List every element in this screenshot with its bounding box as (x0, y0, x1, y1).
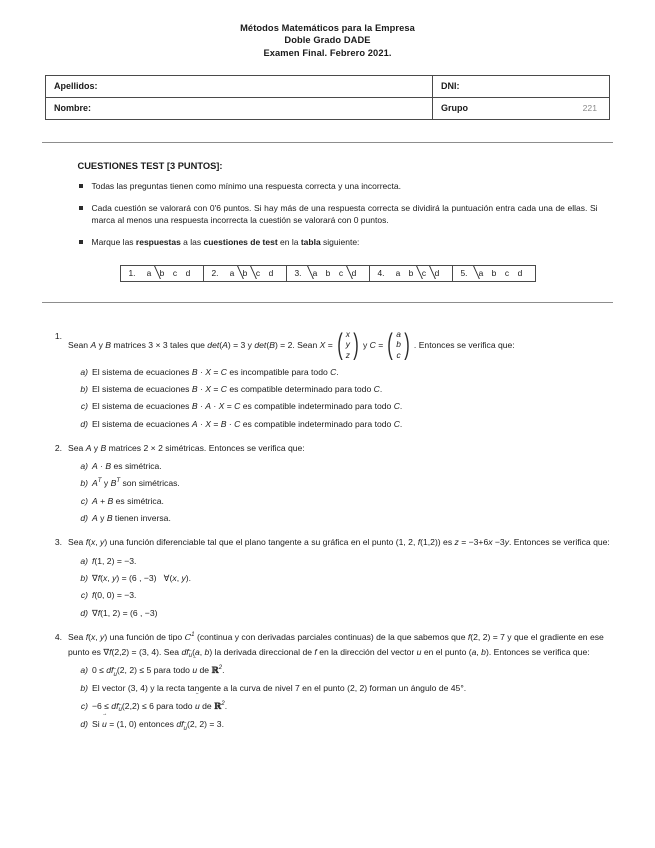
option-d[interactable]: d) El sistema de ecuaciones A · X = B · C es compatible indeterminado para todo C. (92, 418, 613, 431)
option-label: b) (80, 383, 88, 394)
answer-cell-number: 5. (460, 268, 468, 279)
answer-option-b[interactable]: b (239, 268, 252, 278)
dni-label: DNI: (441, 81, 460, 92)
options-list (42, 460, 613, 525)
answer-option-a[interactable]: a (309, 268, 322, 278)
question-stem: Sea f(x, y) una función de tipo $C^1$ (continua y con derivadas parciales continuas) de la que sabemos que f(2, 2) = 7 y que el gradiente en ese punto es ∇f(2,2) = (3, 4). Sea $df_u(a$, b) la derivada direccional de f en la dirección del vector u ‾ en el punto (a, b). Entonces se verifica que: (68, 631, 613, 660)
option-d[interactable]: d) ∇f(1, 2) = (6 , −3) (92, 607, 613, 620)
instr-part: a las (180, 237, 204, 248)
stem-text-mid: y C = (362, 339, 384, 350)
answer-cell-5[interactable] (452, 265, 536, 282)
table-row (46, 97, 610, 119)
matrix-entry: z (345, 349, 350, 360)
questions-section (42, 303, 613, 731)
question-3 (42, 536, 613, 619)
option-a[interactable]: a) f(1, 2) = −3. (92, 555, 613, 568)
answer-cell-2[interactable] (203, 265, 286, 282)
list-item: Todas las preguntas tienen como mínimo una respuesta correcta y una incorrecta. (78, 180, 598, 193)
answer-option-c[interactable]: c (338, 268, 344, 279)
matrix-entry: c (396, 349, 401, 360)
option-a[interactable]: a) $0 \le df_u(2$, 2) ≤ 5 para todo u ‾ de ℝ$^2$. (92, 664, 613, 678)
nombre-label: Nombre: (54, 103, 92, 114)
grupo-field[interactable] (433, 97, 610, 119)
answer-option-b[interactable]: b (408, 268, 414, 279)
option-label: c) (80, 590, 88, 601)
matrix-entry: a (396, 328, 401, 339)
option-b[interactable]: b) ∇f(x, y) = (6 , −3) ∀(x, y). (92, 572, 613, 585)
answer-option-c[interactable]: c (418, 268, 431, 278)
option-b[interactable]: b) $A^T$ y $B^T$ son simétricas. (92, 477, 613, 490)
list-item: Cada cuestión se valorará con 0'6 puntos. Si hay más de una respuesta correcta se dividirá la puntuación entra cada una de ellas. Si marca al menos una respuesta incorrecta la cuestión se valorará con 0 puntos. (78, 202, 598, 228)
option-label: a) (80, 664, 88, 675)
instr-bold-respuestas: respuestas (135, 237, 181, 248)
question-2 (42, 442, 613, 525)
answer-option-d[interactable]: d (268, 268, 274, 279)
option-label: d) (80, 513, 88, 524)
answer-option-b[interactable]: b (156, 268, 169, 278)
stem-text: Sean A y B matrices 3 × 3 tales que det(A) = 3 y det(B) = 2. Sean X = (68, 339, 333, 350)
option-label: a) (80, 366, 88, 377)
matrix-x: ( x y z ) (337, 327, 359, 361)
option-label: a) (80, 555, 88, 566)
option-a[interactable]: a) A · B es simétrica. (92, 460, 613, 473)
instr-bold-tabla: tabla (300, 237, 321, 248)
divider-top (42, 142, 613, 143)
question-1 (42, 327, 613, 431)
answer-option-c[interactable]: c (252, 268, 265, 278)
option-label: b) (80, 572, 88, 583)
matrix-entry: b (396, 339, 401, 350)
answer-option-b[interactable]: b (325, 268, 331, 279)
instr-part: Marque las (91, 237, 136, 248)
dni-field[interactable] (433, 75, 610, 97)
answer-option-a[interactable]: a (395, 268, 401, 279)
question-stem (68, 327, 613, 361)
option-b[interactable]: b) El sistema de ecuaciones B · X = C es compatible determinado para todo C. (92, 383, 613, 396)
answer-grid[interactable] (0, 265, 655, 282)
answer-cell-number: 1. (128, 268, 136, 279)
answer-option-c[interactable]: c (172, 268, 178, 279)
question-number: 4. (54, 631, 62, 642)
option-label: c) (80, 700, 88, 711)
test-instructions-section (58, 161, 598, 249)
answer-option-d[interactable]: d (517, 268, 523, 279)
answer-option-b[interactable]: b (491, 268, 497, 279)
table-row (46, 75, 610, 97)
stem-text-end: . Entonces se verifica que: (413, 339, 515, 350)
answer-cell-number: 3. (294, 268, 302, 279)
apellidos-field[interactable] (46, 75, 433, 97)
option-b[interactable]: b) El vector (3, 4) y la recta tangente a la curva de nivel 7 en el punto (2, 2) forman un ángulo de 45°. (92, 682, 613, 695)
student-identity-table (45, 75, 610, 120)
answer-cell-1[interactable] (120, 265, 203, 282)
answer-cell-3[interactable] (286, 265, 369, 282)
answer-option-d[interactable]: d (185, 268, 191, 279)
matrix-c: ( a b c ) (387, 327, 410, 361)
option-label: c) (80, 495, 88, 506)
answer-option-c[interactable]: c (504, 268, 510, 279)
grupo-label: Grupo (441, 103, 468, 114)
list-item (78, 236, 598, 249)
nombre-field[interactable] (46, 97, 433, 119)
answer-cell-number: 4. (377, 268, 385, 279)
option-c[interactable]: c) f(0, 0) = −3. (92, 589, 613, 602)
answer-option-d[interactable]: d (431, 268, 444, 278)
option-label: b) (80, 478, 88, 489)
apellidos-label: Apellidos: (54, 81, 98, 92)
instructions-list (78, 180, 598, 249)
answer-option-d[interactable]: d (348, 268, 361, 278)
option-label: d) (80, 719, 88, 730)
answer-option-a[interactable]: a (229, 268, 235, 279)
option-d[interactable]: d) Si u → = (1, 0) entonces $df_u(2$, 2) = 3. (92, 718, 613, 731)
header-line-degree: Doble Grado DADE (284, 35, 371, 46)
answer-option-a[interactable]: a (475, 268, 488, 278)
option-label: c) (80, 401, 88, 412)
question-number: 1. (54, 330, 62, 341)
options-list (42, 555, 613, 620)
question-number: 2. (54, 442, 62, 453)
options-list (42, 366, 613, 431)
answer-option-a[interactable]: a (146, 268, 152, 279)
grupo-value: 221 (582, 103, 597, 114)
option-c[interactable]: c) A + B es simétrica. (92, 495, 613, 508)
option-label: d) (80, 418, 88, 429)
answer-cell-number: 2. (211, 268, 219, 279)
instr-part: en la (277, 237, 301, 248)
section-title: CUESTIONES TEST [3 PUNTOS]: (77, 160, 223, 171)
question-4 (42, 631, 613, 731)
question-stem: Sea A y B matrices 2 × 2 simétricas. Entonces se verifica que: (68, 442, 305, 453)
answer-cell-4[interactable] (369, 265, 452, 282)
option-label: b) (80, 683, 88, 694)
option-d[interactable]: d) A y B tienen inversa. (92, 512, 613, 525)
option-c[interactable]: c) $-6 \le df_u(2,2) \le 6$ para todo u ‾ de ℝ$^2$. (92, 700, 613, 714)
options-list (42, 664, 613, 731)
header-line-exam: Examen Final. Febrero 2021. (263, 47, 392, 58)
option-c[interactable]: c) El sistema de ecuaciones B · A · X = C es compatible indeterminado para todo C. (92, 400, 613, 413)
question-stem: Sea f(x, y) una función diferenciable tal que el plano tangente a su gráfica en el punto (1, 2, f(1,2)) es z = −3+6x −3y. Entonces se verifica que: (68, 537, 610, 548)
option-label: a) (80, 461, 88, 472)
instr-bold-cuestiones: cuestiones de test (203, 237, 278, 248)
instr-part: siguiente: (320, 237, 360, 248)
matrix-entry: y (345, 339, 350, 350)
option-a[interactable]: a) El sistema de ecuaciones B · X = C es incompatible para todo C. (92, 366, 613, 379)
document-header (0, 0, 655, 59)
matrix-entry: x (345, 328, 350, 339)
header-line-title: Métodos Matemáticos para la Empresa (240, 23, 415, 33)
question-number: 3. (54, 537, 62, 548)
option-label: d) (80, 607, 88, 618)
